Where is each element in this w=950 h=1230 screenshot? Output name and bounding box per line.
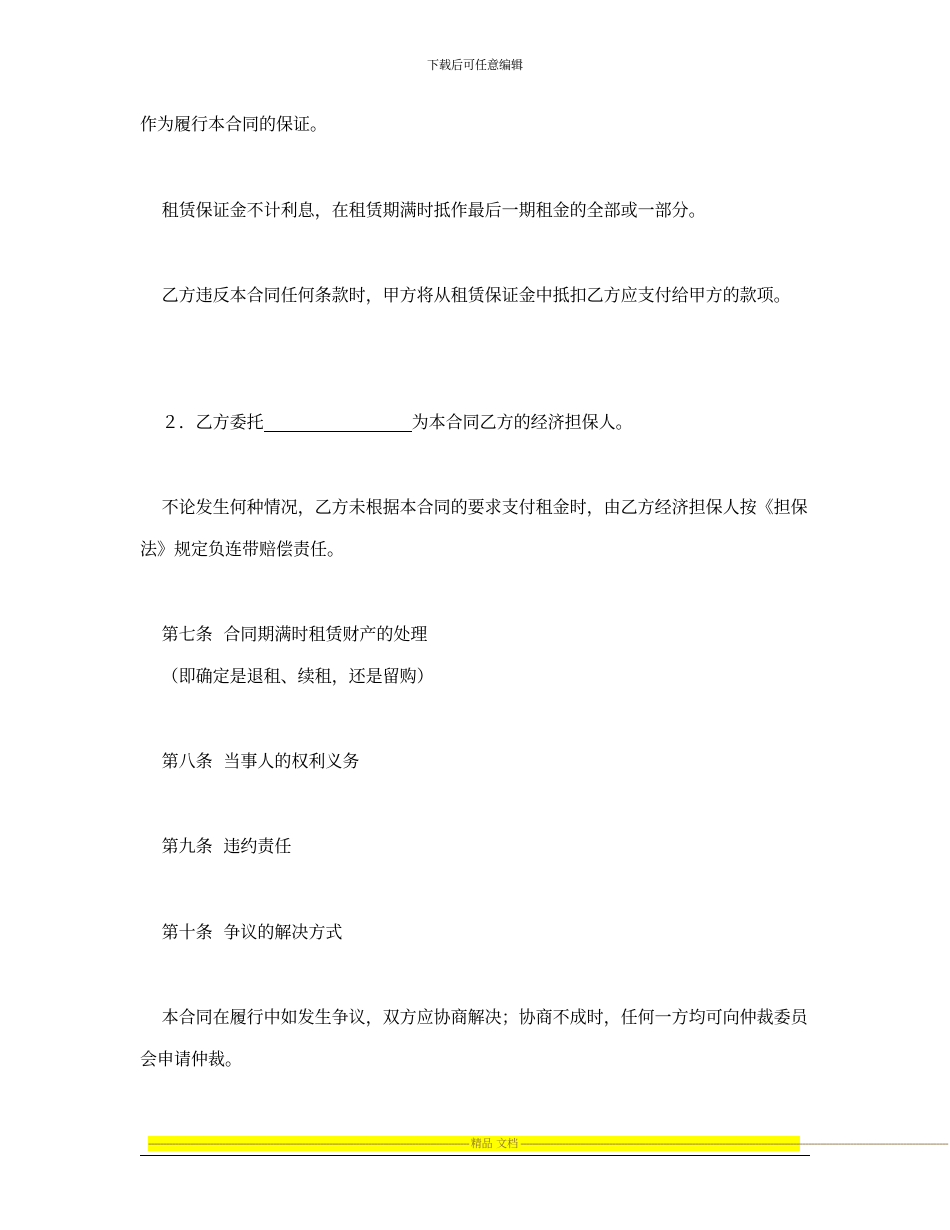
article-10-title: 第十条 争议的解决方式 bbox=[140, 923, 343, 943]
paragraph-guarantor bbox=[140, 402, 812, 444]
guarantor-text-before: ２．乙方委托 bbox=[140, 413, 264, 433]
page-header: 下载后可任意编辑 bbox=[426, 58, 523, 72]
footer-dashes-left: ------------------------------------------------------------------------------------------------------------ bbox=[148, 1137, 469, 1150]
article-7-title: 第七条 合同期满时租赁财产的处理 bbox=[140, 625, 428, 645]
page-footer bbox=[140, 1136, 948, 1156]
paragraph-joint-liability: 不论发生何种情况，乙方未根据本合同的要求支付租金时，由乙方经济担保人按《担保法》规定负连带赔偿责任。 bbox=[140, 498, 808, 560]
guarantor-name-blank bbox=[264, 411, 412, 432]
guarantor-text-after: 为本合同乙方的经济担保人。 bbox=[411, 413, 633, 433]
footer-dashes-right: ------------------------------------------------------------------------------------------------------------------------------------------------ bbox=[520, 1137, 948, 1150]
footer-label: 精品 文档 bbox=[470, 1137, 519, 1150]
paragraph-guarantee: 作为履行本合同的保证。 bbox=[140, 115, 327, 135]
article-9-title: 第九条 违约责任 bbox=[140, 837, 292, 857]
article-7-note: （即确定是退租、续租，还是留购） bbox=[140, 667, 434, 687]
footer-highlight-band bbox=[148, 1136, 948, 1151]
paragraph-breach-deduction: 乙方违反本合同任何条款时，甲方将从租赁保证金中抵扣乙方应支付给甲方的款项。 bbox=[140, 286, 791, 306]
article-8-title: 第八条 当事人的权利义务 bbox=[140, 752, 360, 772]
paragraph-dispute-resolution: 本合同在履行中如发生争议，双方应协商解决；协商不成时，任何一方均可向仲裁委员会申请仲裁。 bbox=[140, 1008, 808, 1070]
paragraph-deposit-interest: 租赁保证金不计利息，在租赁期满时抵作最后一期租金的全部或一部分。 bbox=[140, 201, 706, 221]
